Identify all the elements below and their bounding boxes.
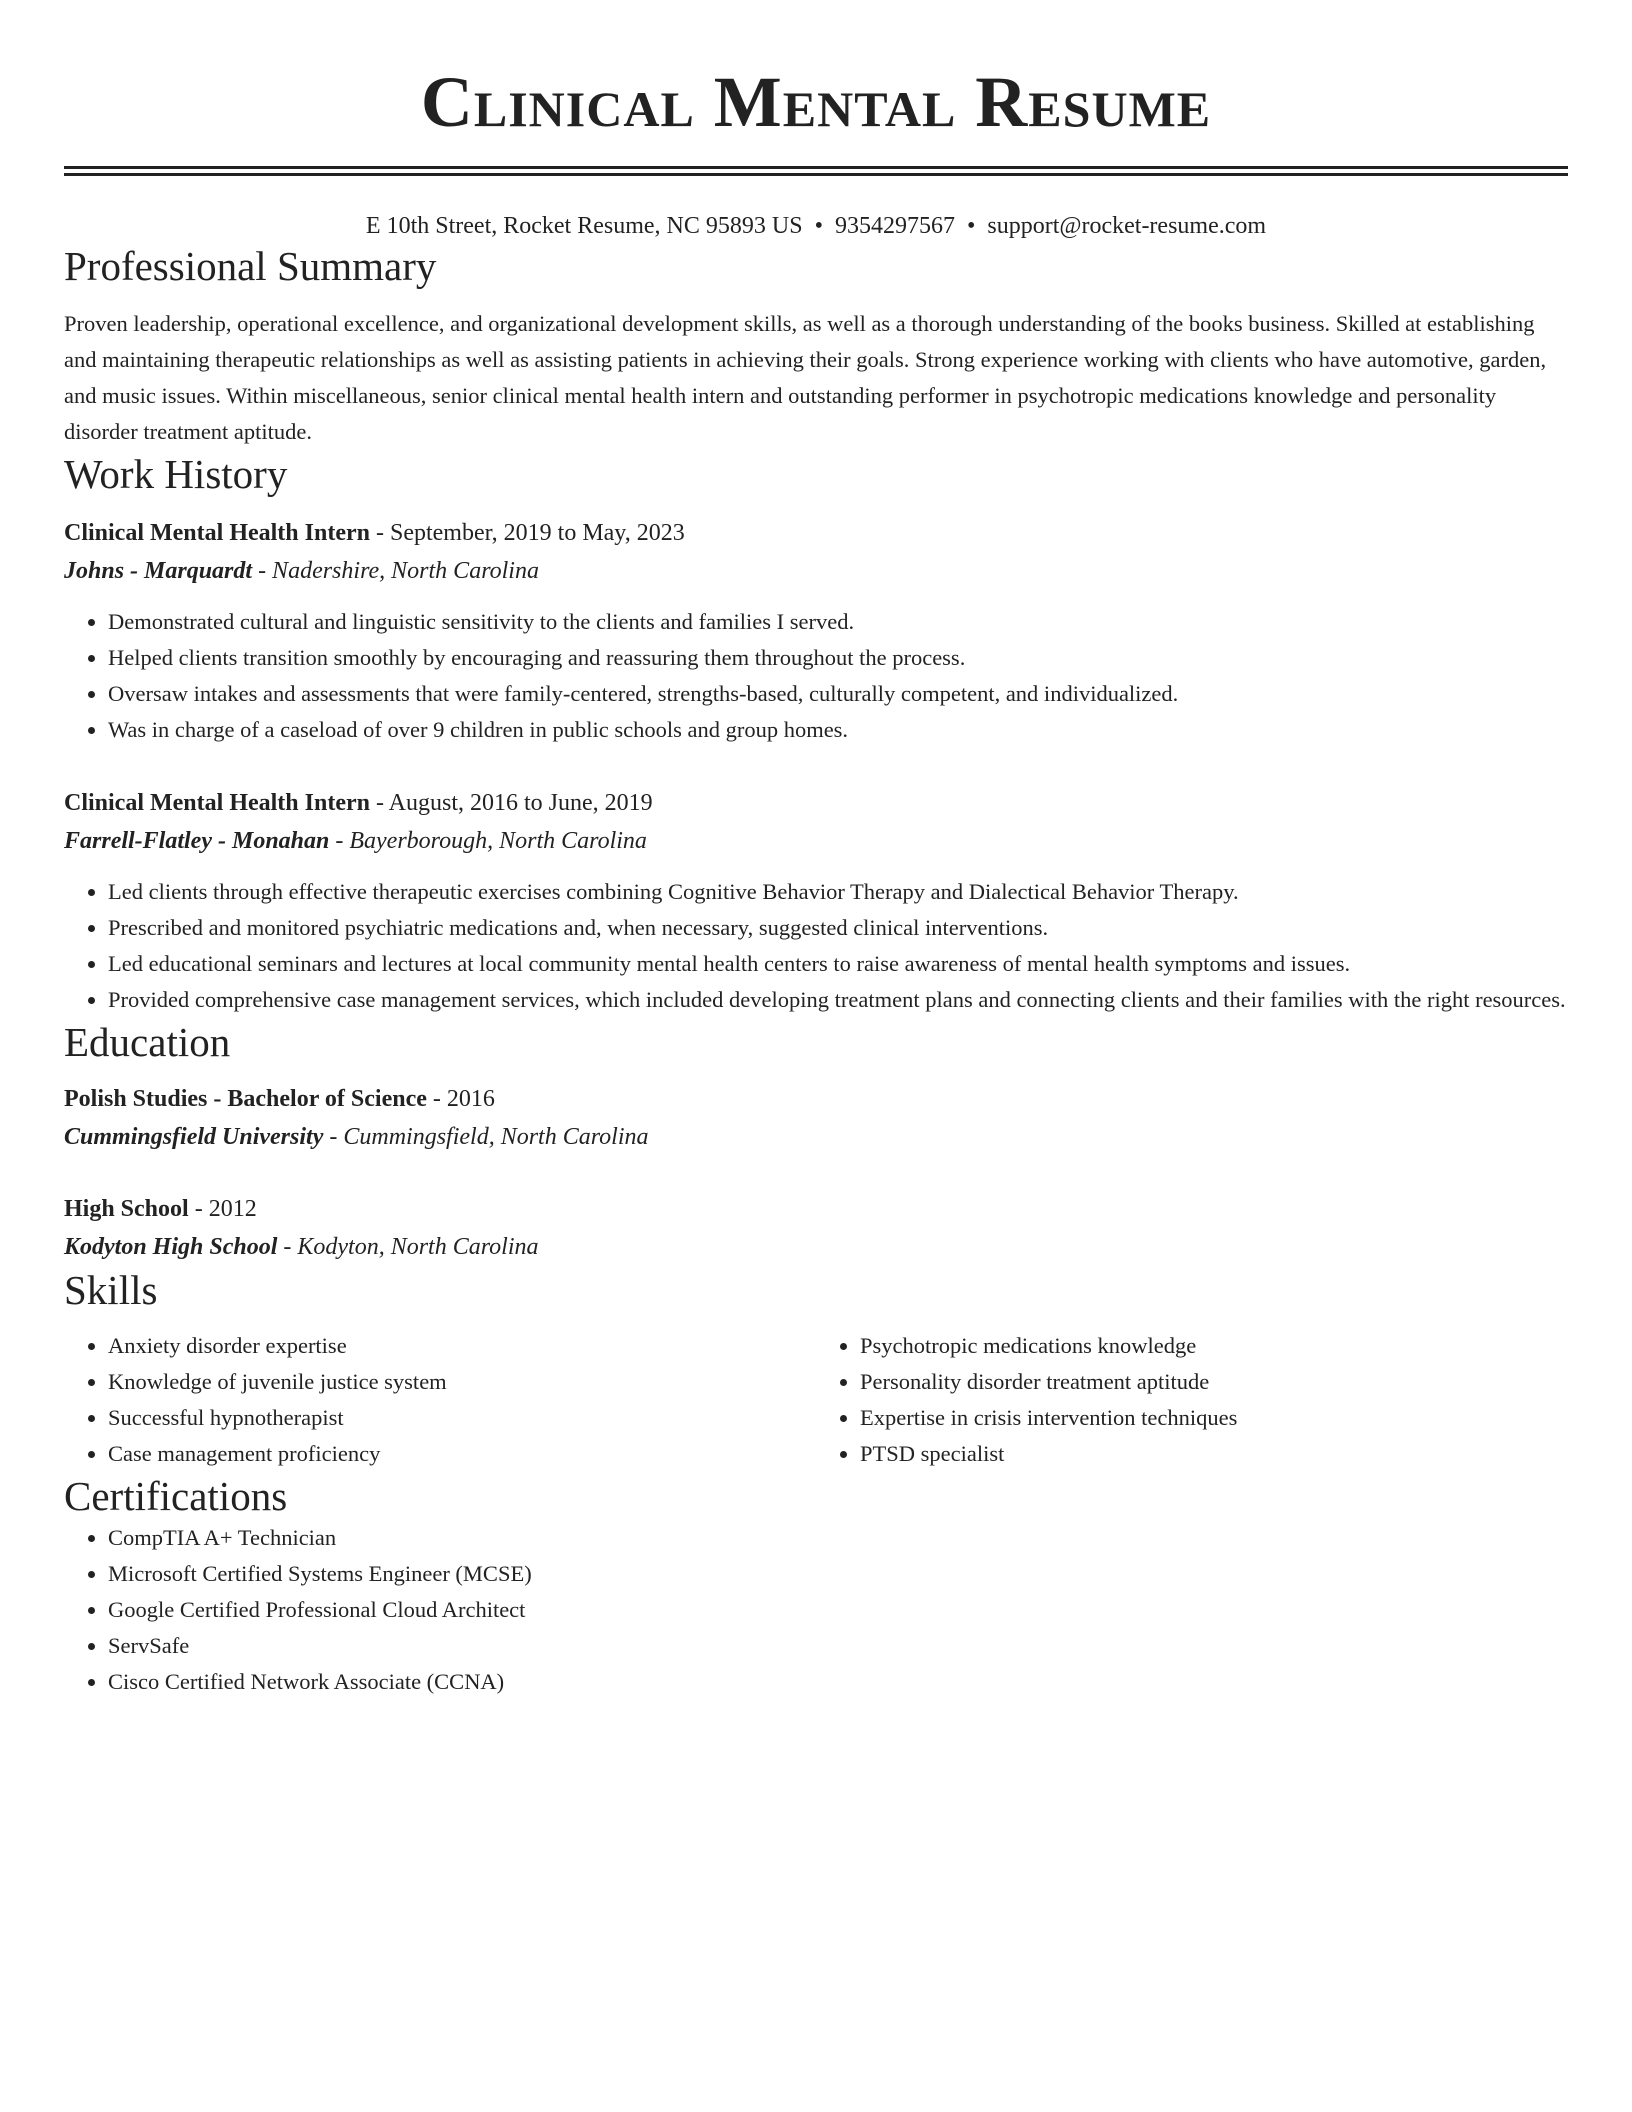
job-dates: - August, 2016 to June, 2019 bbox=[369, 790, 653, 816]
resume-title: Clinical Mental Resume bbox=[420, 62, 1212, 142]
certifications-heading: Certifications bbox=[64, 1473, 288, 1519]
job-entry bbox=[64, 784, 1568, 1018]
skill-item: • Knowledge of juvenile justice system bbox=[108, 1364, 816, 1400]
education-location: - Kodyton, North Carolina bbox=[277, 1234, 539, 1260]
job-bullets bbox=[64, 604, 1568, 748]
contact-line bbox=[64, 210, 1568, 242]
job-title: Clinical Mental Health Intern bbox=[64, 790, 370, 816]
education-entry bbox=[64, 1190, 1568, 1266]
education-heading: Education bbox=[64, 1019, 231, 1065]
education-entry bbox=[64, 1080, 1568, 1156]
job-location: - Nadershire, North Carolina bbox=[252, 558, 539, 584]
contact-separator: • bbox=[966, 213, 976, 239]
education-degree: Polish Studies - Bachelor of Science bbox=[64, 1086, 427, 1112]
certification-item: • Cisco Certified Network Associate (CCNA) bbox=[108, 1664, 1568, 1700]
job-location: - Bayerborough, North Carolina bbox=[329, 828, 647, 854]
skill-item: • Personality disorder treatment aptitude bbox=[860, 1364, 1568, 1400]
contact-phone[interactable]: 9354297567 bbox=[834, 213, 955, 239]
skills-list-left bbox=[64, 1328, 816, 1472]
skill-item: • Psychotropic medications knowledge bbox=[860, 1328, 1568, 1364]
certification-item: • ServSafe bbox=[108, 1628, 1568, 1664]
skill-item: • PTSD specialist bbox=[860, 1436, 1568, 1472]
job-bullet: • Was in charge of a caseload of over 9 children in public schools and group homes. bbox=[108, 712, 1568, 748]
skill-item: • Successful hypnotherapist bbox=[108, 1400, 816, 1436]
certification-item: • CompTIA A+ Technician bbox=[108, 1520, 1568, 1556]
job-company: Farrell-Flatley - Monahan bbox=[64, 828, 330, 854]
job-bullet: • Demonstrated cultural and linguistic sensitivity to the clients and families I served. bbox=[108, 604, 1568, 640]
job-bullets bbox=[64, 874, 1568, 1018]
job-company-line bbox=[64, 552, 1568, 590]
job-title-line bbox=[64, 514, 1568, 552]
certifications-list bbox=[64, 1520, 1568, 1700]
skills-heading: Skills bbox=[64, 1267, 158, 1313]
job-title: Clinical Mental Health Intern bbox=[64, 520, 370, 546]
education-school-line bbox=[64, 1228, 1568, 1266]
job-bullet: • Helped clients transition smoothly by encouraging and reassuring them throughout the process. bbox=[108, 640, 1568, 676]
job-entry bbox=[64, 514, 1568, 748]
job-bullet: • Led educational seminars and lectures at local community mental health centers to raise awareness of mental health symptoms and issues. bbox=[108, 946, 1568, 982]
skills-columns bbox=[64, 1328, 1568, 1472]
skill-item: • Anxiety disorder expertise bbox=[108, 1328, 816, 1364]
summary-heading: Professional Summary bbox=[64, 243, 437, 289]
education-degree-line bbox=[64, 1190, 1568, 1228]
job-bullet: • Provided comprehensive case management services, which included developing treatment plans and connecting clients and their families with the right resources. bbox=[108, 982, 1568, 1018]
education-school: Kodyton High School bbox=[64, 1234, 278, 1260]
title-double-rule bbox=[64, 166, 1568, 176]
certification-item: • Microsoft Certified Systems Engineer (MCSE) bbox=[108, 1556, 1568, 1592]
job-dates: - September, 2019 to May, 2023 bbox=[369, 520, 685, 546]
contact-email[interactable]: support@rocket-resume.com bbox=[987, 213, 1267, 239]
summary-text: Proven leadership, operational excellence, and organizational development skills, as well as a thorough understanding of the books business. Skilled at establishing and maintaining therapeutic relationships as well as assisting patients in achieving their goals. Strong experience working with clients who have automotive, garden, and music issues. Within miscellaneous, senior clinical mental health intern and outstanding performer in psychotropic medications knowledge and personality disorder treatment aptitude. bbox=[64, 311, 1547, 444]
job-bullet: • Oversaw intakes and assessments that were family-centered, strengths-based, culturally competent, and individualized. bbox=[108, 676, 1568, 712]
job-title-line bbox=[64, 784, 1568, 822]
work-history-heading: Work History bbox=[64, 451, 288, 497]
education-year: - 2016 bbox=[426, 1086, 495, 1112]
job-bullet: • Prescribed and monitored psychiatric medications and, when necessary, suggested clinical interventions. bbox=[108, 910, 1568, 946]
education-degree: High School bbox=[64, 1196, 189, 1222]
skills-list-right bbox=[816, 1328, 1568, 1472]
education-school: Cummingsfield University bbox=[64, 1124, 324, 1150]
education-degree-line bbox=[64, 1080, 1568, 1118]
job-company: Johns - Marquardt bbox=[64, 558, 253, 584]
skill-item: • Expertise in crisis intervention techniques bbox=[860, 1400, 1568, 1436]
education-year: - 2012 bbox=[188, 1196, 257, 1222]
education-school-line bbox=[64, 1118, 1568, 1156]
contact-address: E 10th Street, Rocket Resume, NC 95893 US bbox=[365, 213, 803, 239]
job-company-line bbox=[64, 822, 1568, 860]
certification-item: • Google Certified Professional Cloud Architect bbox=[108, 1592, 1568, 1628]
job-bullet: • Led clients through effective therapeutic exercises combining Cognitive Behavior Therapy and Dialectical Behavior Therapy. bbox=[108, 874, 1568, 910]
education-location: - Cummingsfield, North Carolina bbox=[323, 1124, 649, 1150]
skill-item: • Case management proficiency bbox=[108, 1436, 816, 1472]
contact-separator: • bbox=[814, 213, 823, 239]
